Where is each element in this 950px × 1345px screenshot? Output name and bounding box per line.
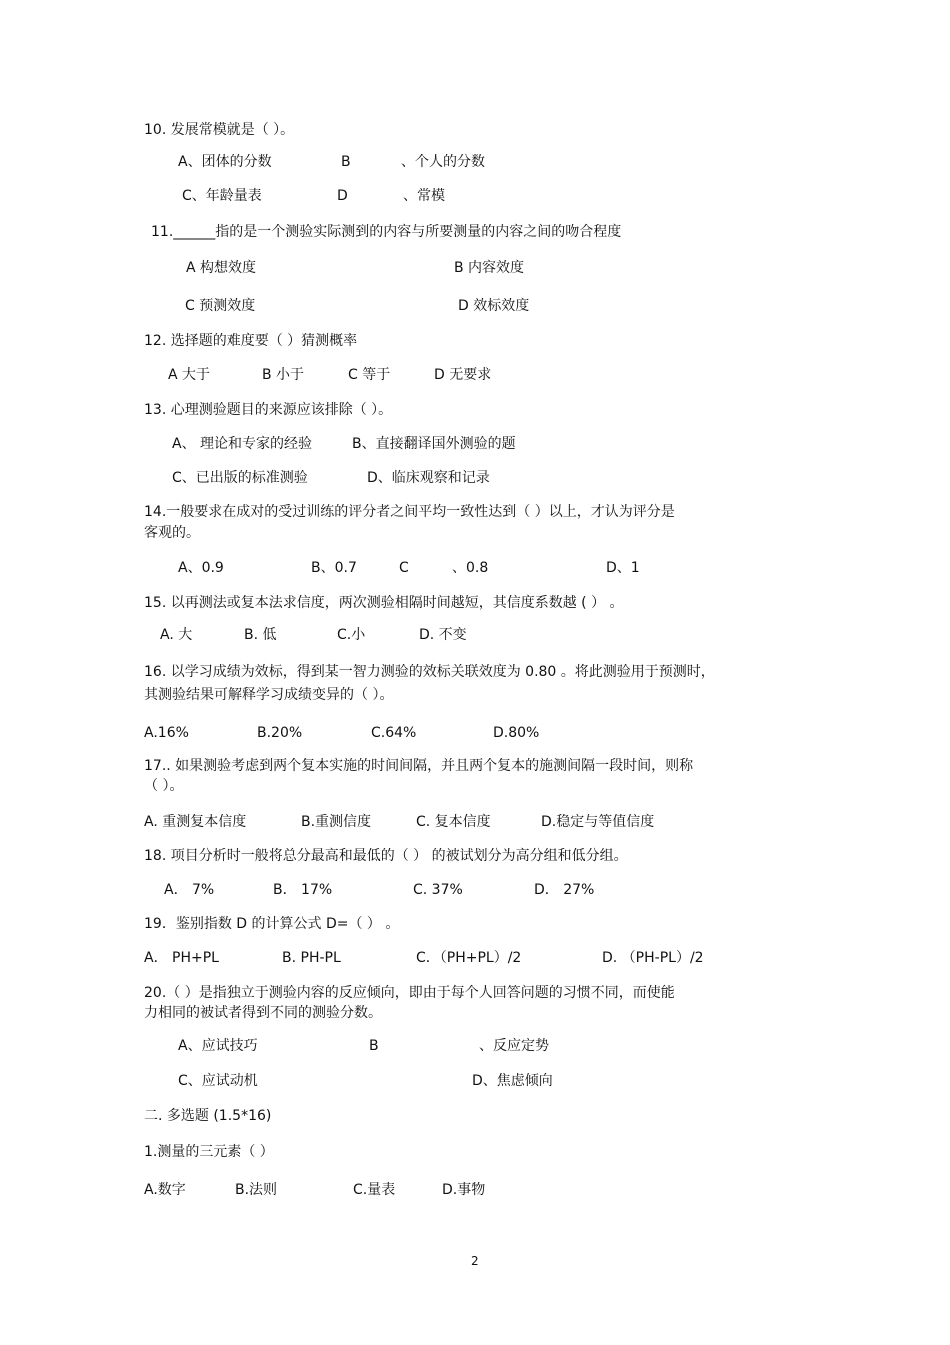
q16-option-d: D.80% [493, 725, 540, 741]
q10-option-a: A、团体的分数 [178, 154, 272, 170]
q11-stem: 11.______指的是一个测验实际测到的内容与所要测量的内容之间的吻合程度 [151, 224, 622, 240]
q13-option-a: A、 理论和专家的经验 [172, 436, 313, 452]
q13-option-d: D、临床观察和记录 [367, 470, 490, 486]
q18-option-d: D． 27% [534, 882, 595, 898]
q10-option-d-letter: D [337, 188, 348, 204]
section2-title: 二. 多选题 (1.5*16) [144, 1108, 272, 1124]
q18-option-b: B． 17% [273, 882, 333, 898]
q14-stem-line1: 14.一般要求在成对的受过训练的评分者之间平均一致性达到（ ）以上，才认为评分是 [144, 504, 675, 520]
q10-stem: 10. 发展常模就是（ ）。 [144, 122, 295, 138]
q12-option-d: D 无要求 [434, 367, 492, 383]
q19-stem: 19．鉴别指数 D 的计算公式 D=（ ） 。 [144, 916, 400, 932]
q16-option-b: B.20% [257, 725, 303, 741]
q19-option-c: C．（PH+PL）/2 [416, 950, 522, 966]
q14-option-b: B、0.7 [311, 560, 357, 576]
q16-option-c: C.64% [371, 725, 417, 741]
q15-stem: 15. 以再测法或复本法求信度，两次测验相隔时间越短，其信度系数越 ( ） 。 [144, 595, 624, 611]
q12-option-c: C 等于 [348, 367, 391, 383]
q14-option-c-text: 、0.8 [452, 560, 489, 576]
m1-stem: 1.测量的三元素（ ） [144, 1144, 274, 1160]
q15-option-b: B. 低 [244, 627, 277, 643]
q12-option-b: B 小于 [262, 367, 305, 383]
q11-option-b: B 内容效度 [454, 260, 525, 276]
q13-stem: 13. 心理测验题目的来源应该排除（ ）。 [144, 402, 393, 418]
q10-option-b-text: 、个人的分数 [401, 154, 485, 170]
q13-option-b: B、直接翻译国外测验的题 [352, 436, 516, 452]
q17-option-c: C. 复本信度 [416, 814, 491, 830]
m1-option-c: C.量表 [353, 1182, 396, 1198]
q19-option-d: D. （PH-PL）/2 [602, 950, 704, 966]
q20-option-b-text: 、反应定势 [479, 1038, 549, 1054]
q20-stem-line2: 力相同的被试者得到不同的测验分数。 [144, 1005, 382, 1021]
q18-option-c: C. 37% [413, 882, 463, 898]
q20-stem-line1: 20.（ ）是指独立于测验内容的反应倾向，即由于每个人回答问题的习惯不同，而使能 [144, 985, 675, 1001]
q11-option-d: D 效标效度 [458, 298, 530, 314]
q19-option-a: A． PH+PL [144, 950, 219, 966]
q16-stem-line1: 16. 以学习成绩为效标，得到某一智力测验的效标关联效度为 0.80 。将此测验用于预测时， [144, 664, 715, 680]
q17-stem-line2: （ ）。 [144, 778, 184, 794]
q10-option-d-text: 、常模 [403, 188, 445, 204]
q15-option-c: C.小 [337, 627, 366, 643]
q11-option-a: A 构想效度 [186, 260, 257, 276]
q12-stem: 12. 选择题的难度要（ ）猜测概率 [144, 333, 358, 349]
q13-option-c: C、已出版的标准测验 [172, 470, 308, 486]
q17-stem-line1: 17.. 如果测验考虑到两个复本实施的时间间隔，并且两个复本的施测间隔一段时间，则称 [144, 758, 694, 774]
q20-option-c: C、应试动机 [178, 1073, 258, 1089]
q11-option-c: C 预测效度 [185, 298, 256, 314]
m1-option-a: A.数字 [144, 1182, 186, 1198]
q17-option-b: B.重测信度 [301, 814, 372, 830]
q14-option-d: D、1 [606, 560, 640, 576]
q15-option-d: D. 不变 [419, 627, 467, 643]
page-number: 2 [471, 1254, 479, 1268]
q14-stem-line2: 客观的。 [144, 525, 200, 541]
q17-option-a: A. 重测复本信度 [144, 814, 247, 830]
q18-stem: 18. 项目分析时一般将总分最高和最低的（ ） 的被试划分为高分组和低分组。 [144, 848, 628, 864]
q18-option-a: A． 7% [164, 882, 215, 898]
q12-option-a: A 大于 [168, 367, 211, 383]
q20-option-b-letter: B [369, 1038, 379, 1054]
q16-stem-line2: 其测验结果可解释学习成绩变异的（ ）。 [144, 687, 394, 703]
q10-option-c: C、年龄量表 [182, 188, 262, 204]
q19-option-b: B. PH-PL [282, 950, 341, 966]
q20-option-d: D、焦虑倾向 [472, 1073, 553, 1089]
q20-option-a: A、应试技巧 [178, 1038, 258, 1054]
q15-option-a: A. 大 [160, 627, 193, 643]
q14-option-a: A、0.9 [178, 560, 224, 576]
q16-option-a: A.16% [144, 725, 189, 741]
m1-option-d: D.事物 [442, 1182, 486, 1198]
q10-option-b-letter: B [341, 154, 351, 170]
m1-option-b: B.法则 [235, 1182, 278, 1198]
q14-option-c-letter: C [399, 560, 409, 576]
q17-option-d: D.稳定与等值信度 [541, 814, 655, 830]
